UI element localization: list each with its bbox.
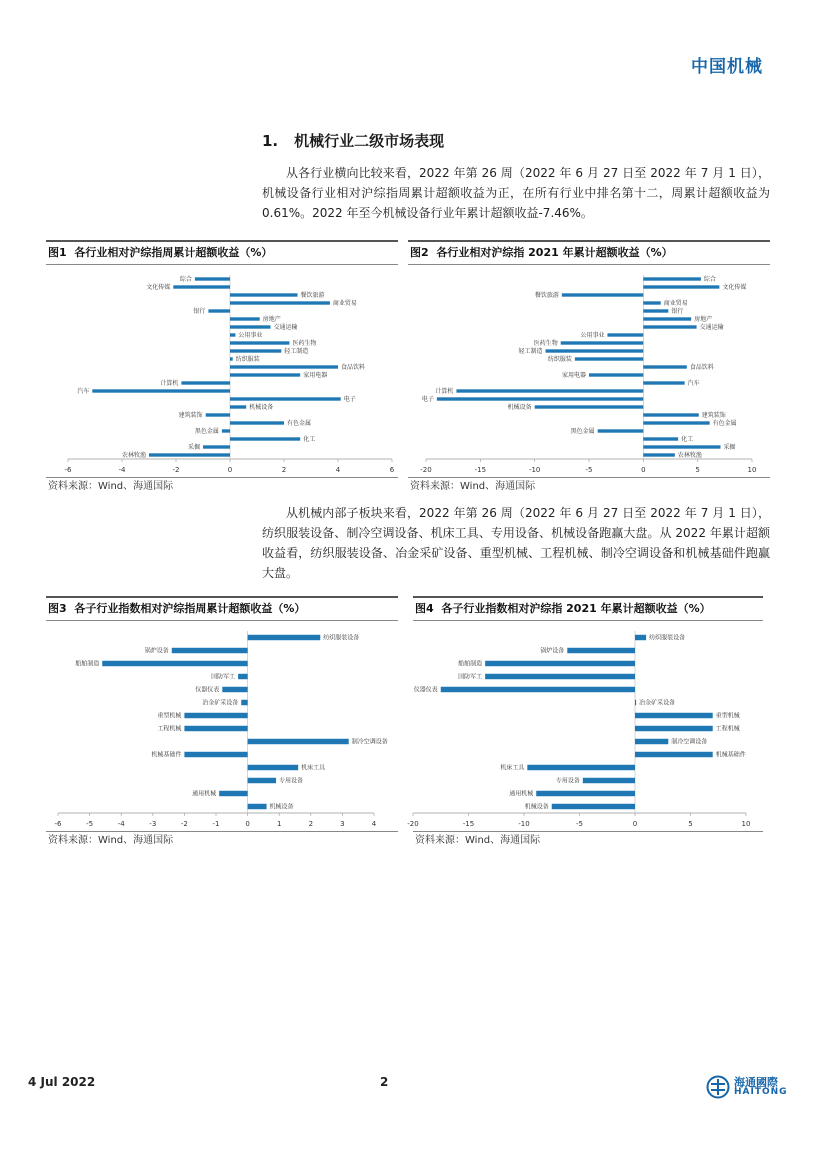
logo-text-en: HAITONG — [734, 1087, 788, 1097]
bar — [635, 635, 646, 640]
bar — [527, 765, 635, 770]
category-label: 制冷空调设备 — [671, 738, 708, 746]
figure-2-chart — [408, 265, 770, 477]
category-label: 纺织服装 — [235, 356, 260, 363]
x-tick-label: -15 — [474, 466, 487, 474]
x-tick-label: 3 — [340, 820, 345, 828]
bar — [635, 726, 713, 731]
bar — [248, 778, 276, 783]
category-label: 机械设备 — [249, 404, 274, 411]
bar — [643, 413, 698, 416]
category-label: 公用事业 — [238, 332, 263, 339]
bar — [248, 765, 299, 770]
category-label: 船舶制造 — [458, 660, 483, 668]
figure-4-title: 各子行业指数相对沪综指 2021 年累计超额收益（%） — [441, 602, 711, 615]
figure-2-title: 各行业相对沪综指 2021 年累计超额收益（%） — [436, 246, 673, 259]
bar — [589, 373, 643, 376]
category-label: 家用电器 — [561, 372, 586, 379]
bar — [567, 648, 635, 653]
figure-1-label: 图1 — [48, 246, 67, 259]
x-tick-label: -5 — [585, 466, 593, 474]
category-label: 房地产 — [262, 316, 281, 323]
category-label: 工程机械 — [157, 725, 182, 733]
bar — [230, 293, 298, 296]
category-label: 化工 — [303, 436, 316, 443]
x-tick-label: 0 — [641, 466, 646, 474]
bar — [635, 739, 668, 744]
bar — [643, 437, 678, 440]
category-label: 电子 — [343, 396, 356, 403]
category-label: 机床工具 — [500, 764, 525, 772]
category-label: 餐饮旅游 — [300, 292, 325, 299]
haitong-logo — [706, 1074, 796, 1102]
bar — [643, 381, 684, 384]
category-label: 船舶制造 — [75, 660, 100, 668]
bar — [643, 445, 720, 448]
category-label: 食品饮料 — [689, 364, 714, 371]
x-tick-label: -4 — [118, 466, 126, 474]
category-label: 轻工制造 — [518, 348, 543, 355]
figure-3-header — [46, 596, 398, 621]
figure-1 — [46, 240, 398, 496]
bar — [92, 389, 230, 392]
bar — [230, 333, 235, 336]
bar — [635, 700, 636, 705]
bar — [230, 397, 341, 400]
bar — [230, 373, 300, 376]
category-label: 医药生物 — [533, 340, 558, 347]
bar — [437, 397, 643, 400]
x-tick-label: -2 — [180, 820, 188, 828]
bar — [643, 309, 668, 312]
category-label: 通用机械 — [192, 790, 217, 798]
bar — [635, 752, 713, 757]
category-label: 机床工具 — [301, 764, 326, 772]
section-title — [262, 130, 444, 151]
category-label: 农林牧渔 — [121, 452, 146, 459]
category-label: 农林牧渔 — [677, 452, 702, 459]
category-label: 机械基础件 — [151, 751, 182, 759]
bar — [195, 277, 230, 280]
x-tick-label: 0 — [227, 466, 233, 474]
category-label: 纺织服装设备 — [323, 634, 360, 642]
bar — [184, 752, 247, 757]
haitong-logo-icon — [706, 1075, 730, 1099]
bar — [173, 285, 230, 288]
category-label: 锅炉设备 — [144, 647, 169, 655]
paragraph-2: 从机械内部子板块来看，2022 年第 26 周（2022 年 6 月 27 日至 2022 年 7 月 1 日），纺织服装设备、制冷空调设备、机床工具、专用设备、机械设备跑赢大盘。从 2022 年累计超额收益看，纺织服装设备、冶金采矿设备、重型机械、工程机械、制冷空调设备和机械基础件跑赢大盘。 — [262, 506, 770, 580]
bar — [546, 349, 644, 352]
x-tick-label: -6 — [54, 820, 62, 828]
x-tick-label: 2 — [308, 820, 314, 828]
bar — [635, 713, 713, 718]
category-label: 商业贸易 — [332, 300, 357, 307]
bar — [149, 453, 230, 456]
bar — [248, 635, 321, 640]
x-tick-label: -15 — [462, 820, 475, 828]
category-label: 餐饮旅游 — [534, 292, 559, 299]
figure-2-label: 图2 — [410, 246, 429, 259]
bar — [238, 674, 247, 679]
figure-3-title: 各子行业指数相对沪综指周累计超额收益（%） — [74, 602, 306, 615]
category-label: 轻工制造 — [284, 348, 309, 355]
x-tick-label: 0 — [632, 820, 638, 828]
figure-1-chart — [46, 265, 398, 477]
figure-2 — [408, 240, 770, 496]
category-label: 采掘 — [187, 444, 200, 451]
bar — [219, 791, 247, 796]
category-label: 汽车 — [687, 380, 700, 387]
bar — [607, 333, 643, 336]
category-label: 纺织服装 — [547, 356, 572, 363]
x-tick-label: 2 — [281, 466, 287, 474]
x-tick-label: -20 — [420, 466, 432, 474]
bar — [230, 357, 233, 360]
bar — [102, 661, 247, 666]
x-tick-label: 5 — [695, 466, 700, 474]
category-label: 建筑装饰 — [178, 412, 203, 419]
bar — [535, 405, 644, 408]
x-tick-label: 4 — [371, 820, 377, 828]
category-label: 机械设备 — [269, 803, 294, 811]
x-tick-label: -3 — [149, 820, 157, 828]
bar — [184, 726, 247, 731]
category-label: 重型机械 — [157, 712, 182, 720]
x-tick-label: -5 — [86, 820, 94, 828]
bar — [643, 277, 701, 280]
logo-text-cn: 海通國際 — [734, 1076, 778, 1089]
bar — [184, 713, 247, 718]
category-label: 仪器仪表 — [195, 686, 220, 694]
x-tick-label: -10 — [518, 820, 530, 828]
figure-2-source: 资料来源：Wind、海通国际 — [408, 477, 770, 496]
category-label: 化工 — [681, 436, 694, 443]
bar — [561, 341, 644, 344]
category-label: 商业贸易 — [663, 300, 688, 307]
category-label: 黑色金属 — [570, 428, 595, 435]
category-label: 计算机 — [160, 380, 179, 387]
bar — [230, 341, 289, 344]
category-label: 锅炉设备 — [540, 647, 565, 655]
bar — [643, 285, 719, 288]
bar — [583, 778, 635, 783]
bar — [643, 325, 696, 328]
x-tick-label: 6 — [389, 466, 395, 474]
category-label: 黑色金属 — [194, 428, 219, 435]
category-label: 纺织服装设备 — [649, 634, 686, 642]
category-label: 采掘 — [723, 444, 736, 451]
figure-1-header — [46, 240, 398, 265]
x-tick-label: 5 — [688, 820, 693, 828]
category-label: 重型机械 — [715, 712, 740, 720]
category-label: 家用电器 — [303, 372, 328, 379]
bar — [241, 700, 247, 705]
bar — [248, 804, 267, 809]
category-label: 房地产 — [694, 316, 713, 323]
figure-4-source: 资料来源：Wind、海通国际 — [413, 831, 763, 850]
paragraph-1: 从各行业横向比较来看，2022 年第 26 周（2022 年 6 月 27 日至 2022 年 7 月 1 日），机械设备行业相对沪综指周累计超额收益为正，在所有行业中排名第十二，周累计超额收益为 0.61%。2022 年至今机械设备行业年累计超额收益-7.46%。 — [262, 166, 770, 220]
bar — [562, 293, 644, 296]
category-label: 银行 — [193, 308, 206, 315]
bar — [552, 804, 635, 809]
x-tick-label: -2 — [172, 466, 180, 474]
figure-3-label: 图3 — [48, 602, 67, 615]
category-label: 汽车 — [77, 388, 90, 395]
category-label: 制冷空调设备 — [351, 738, 388, 746]
figure-3-source: 资料来源：Wind、海通国际 — [46, 831, 398, 850]
category-label: 通用机械 — [509, 790, 534, 798]
x-tick-label: 1 — [276, 820, 282, 828]
section-title-text: 机械行业二级市场表现 — [294, 132, 445, 150]
figure-3 — [46, 596, 398, 850]
category-label: 专用设备 — [279, 777, 304, 785]
bar — [230, 405, 246, 408]
bar — [208, 309, 230, 312]
figure-4-header — [413, 596, 763, 621]
category-label: 电子 — [421, 396, 434, 403]
bar — [456, 389, 643, 392]
category-label: 银行 — [671, 308, 684, 315]
category-label: 工程机械 — [715, 725, 740, 733]
bar — [230, 365, 338, 368]
category-label: 公用事业 — [580, 332, 605, 339]
x-tick-label: 0 — [245, 820, 250, 828]
category-label: 交通运输 — [699, 324, 724, 331]
bar — [485, 674, 635, 679]
x-tick-label: -20 — [407, 820, 419, 828]
bar — [643, 365, 686, 368]
bar — [643, 301, 660, 304]
bar — [643, 317, 691, 320]
figure-1-source: 资料来源：Wind、海通国际 — [46, 477, 398, 496]
category-label: 机械基础件 — [715, 751, 746, 759]
category-label: 仪器仪表 — [413, 686, 438, 694]
category-label: 建筑装饰 — [701, 412, 726, 419]
figure-4-label: 图4 — [415, 602, 434, 615]
category-label: 国防军工 — [211, 673, 236, 681]
footer-date: 4 Jul 2022 — [28, 1075, 96, 1089]
bar — [643, 421, 709, 424]
category-label: 国防军工 — [458, 673, 483, 681]
figure-1-title: 各行业相对沪综指周累计超额收益（%） — [74, 246, 273, 259]
header-brand: 中国机械 — [691, 57, 763, 77]
bar — [575, 357, 643, 360]
bar — [230, 317, 260, 320]
bar — [643, 453, 675, 456]
category-label: 文化传媒 — [146, 284, 171, 291]
x-tick-label: -1 — [212, 820, 220, 828]
bar — [230, 301, 330, 304]
category-label: 冶金矿采设备 — [202, 699, 239, 707]
footer-page-number: 2 — [380, 1075, 389, 1089]
category-label: 冶金矿采设备 — [639, 699, 676, 707]
category-label: 计算机 — [435, 388, 454, 395]
category-label: 医药生物 — [292, 340, 317, 347]
bar — [230, 325, 271, 328]
bar — [203, 445, 230, 448]
bar — [222, 687, 247, 692]
category-label: 文化传媒 — [722, 284, 747, 291]
category-label: 有色金属 — [287, 420, 312, 427]
bar — [230, 349, 281, 352]
bar — [230, 437, 300, 440]
category-label: 综合 — [703, 276, 716, 283]
x-tick-label: -6 — [64, 466, 72, 474]
bar — [598, 429, 644, 432]
bar — [222, 429, 230, 432]
figure-4-chart — [407, 621, 763, 831]
bar — [181, 381, 230, 384]
category-label: 综合 — [179, 276, 192, 283]
bar — [172, 648, 248, 653]
category-label: 食品饮料 — [341, 364, 366, 371]
category-label: 交通运输 — [273, 324, 298, 331]
x-tick-label: -10 — [528, 466, 541, 474]
bar — [230, 421, 284, 424]
category-label: 机械设备 — [524, 803, 549, 811]
figure-4 — [407, 596, 763, 850]
x-tick-label: 4 — [335, 466, 341, 474]
category-label: 有色金属 — [712, 420, 737, 427]
section-number: 1. — [262, 132, 279, 150]
bar — [485, 661, 635, 666]
x-tick-label: 10 — [747, 466, 757, 474]
category-label: 专用设备 — [555, 777, 580, 785]
bar — [441, 687, 635, 692]
figure-3-chart — [46, 621, 398, 831]
x-tick-label: -4 — [117, 820, 125, 828]
x-tick-label: 10 — [741, 820, 751, 828]
x-tick-label: -5 — [576, 820, 583, 828]
figure-2-header — [408, 240, 770, 265]
bar — [536, 791, 635, 796]
bar — [248, 739, 349, 744]
bar — [206, 413, 230, 416]
category-label: 机械设备 — [507, 404, 532, 411]
